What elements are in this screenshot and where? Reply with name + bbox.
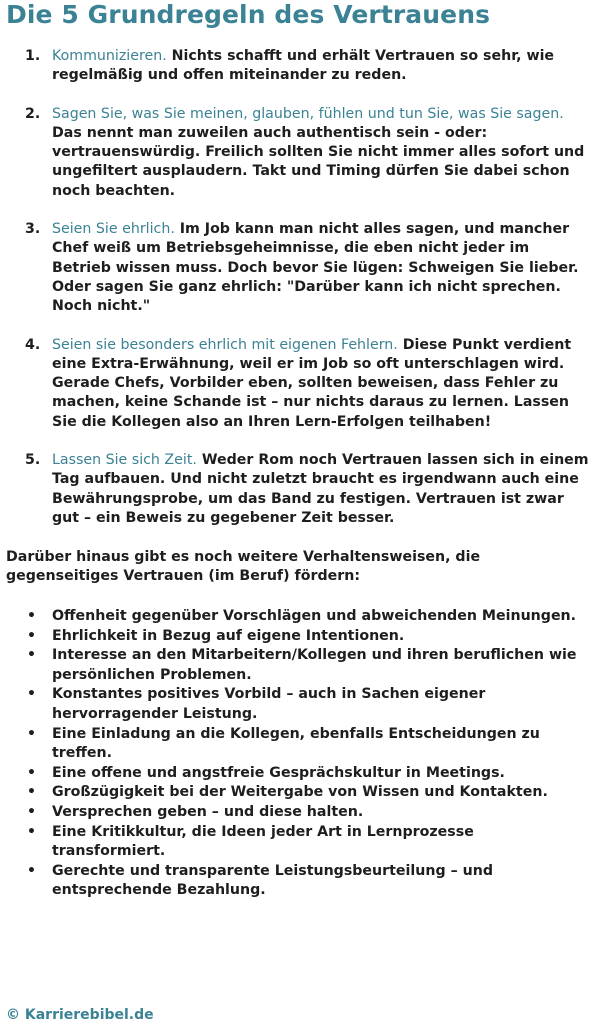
rule-item bbox=[0, 47, 607, 86]
list-item bbox=[0, 783, 607, 803]
rules-list bbox=[0, 47, 607, 547]
bullet-icon: • bbox=[27, 862, 36, 879]
bullet-icon: • bbox=[27, 647, 36, 664]
rule-number: 3. bbox=[25, 221, 41, 238]
list-item-text: Gerechte und transparente Leistungsbeurteilung – und entsprechende Bezahlung. bbox=[52, 862, 493, 899]
bullet-icon: • bbox=[27, 627, 36, 644]
rule-text: Das nennt man zuweilen auch authentisch sein - oder: vertrauenswürdig. Freilich sollten Sie nicht immer alles sofort und ungefiltert ausplaudern. Takt und Timing dürfen Sie dabei schon noch beachten. bbox=[52, 124, 585, 199]
list-item bbox=[0, 607, 607, 627]
list-item-text: Konstantes positives Vorbild – auch in Sachen eigener hervorragender Leistung. bbox=[52, 686, 486, 722]
list-item-text: Eine offene und angstfreie Gesprächskultur in Meetings. bbox=[52, 764, 505, 781]
bullet-icon: • bbox=[27, 803, 36, 820]
list-item bbox=[0, 685, 607, 724]
rule-item bbox=[0, 451, 607, 528]
rule-text: Weder Rom noch Vertrauen lassen sich in einem Tag aufbauen. Und nicht zuletzt braucht es irgendwann auch eine Bewährungsprobe, um das Band zu festigen. Vertrauen ist zwar gut – ein Beweis zu gegebener Zeit besser. bbox=[52, 452, 589, 526]
list-item bbox=[0, 627, 607, 647]
list-item-text: Interesse an den Mitarbeitern/Kollegen und ihren beruflichen wie persönlichen Problemen. bbox=[52, 647, 577, 683]
copyright-footer: © Karrierebibel.de bbox=[6, 1007, 154, 1023]
rule-text: Nichts schafft und erhält Vertrauen so sehr, wie regelmäßig und offen miteinander zu reden. bbox=[52, 48, 555, 84]
list-item bbox=[0, 803, 607, 823]
rule-text: Diese Punkt verdient eine Extra-Erwähnung, weil er im Job so oft unterschlagen wird. Gerade Chefs, Vorbilder eben, sollten beweisen, dass Fehler zu machen, keine Schande ist – nur nichts daraus zu lernen. Lassen Sie die Kollegen also an Ihren Lern-Erfolgen teilhaben! bbox=[52, 336, 572, 430]
list-item-text: Großzügigkeit bei der Weitergabe von Wissen und Kontakten. bbox=[52, 784, 548, 801]
page-title: Die 5 Grundregeln des Vertrauens bbox=[6, 0, 491, 29]
list-item-text: Eine Kritikkultur, die Ideen jeder Art in Lernprozesse transformiert. bbox=[52, 823, 474, 860]
list-item bbox=[0, 862, 607, 901]
rule-number: 2. bbox=[25, 105, 41, 122]
list-item-text: Eine Einladung an die Kollegen, ebenfalls Entscheidungen zu treffen. bbox=[52, 725, 540, 762]
rule-heading: Seien sie besonders ehrlich mit eigenen Fehlern. bbox=[52, 336, 398, 353]
rule-number: 4. bbox=[25, 336, 41, 353]
list-item bbox=[0, 823, 607, 862]
rule-heading: Kommunizieren. bbox=[52, 48, 167, 64]
list-item-text: Offenheit gegenüber Vorschlägen und abweichenden Meinungen. bbox=[52, 608, 577, 624]
rule-number: 1. bbox=[25, 48, 41, 64]
rule-item bbox=[0, 105, 607, 201]
rule-text: Im Job kann man nicht alles sagen, und mancher Chef weiß um Betriebsgeheimnisse, die eben nicht jeder im Betrieb wissen muss. Doch bevor Sie lügen: Schweigen Sie lieber. Oder sagen Sie ganz ehrlich: "Darüber kann ich nicht sprechen. Noch nicht." bbox=[52, 221, 579, 315]
rule-heading: Lassen Sie sich Zeit. bbox=[52, 452, 197, 469]
list-item bbox=[0, 646, 607, 685]
bullet-icon: • bbox=[27, 725, 36, 742]
list-item-text: Ehrlichkeit in Bezug auf eigene Intentionen. bbox=[52, 627, 405, 644]
intro-paragraph: Darüber hinaus gibt es noch weitere Verhaltensweisen, die gegenseitiges Vertrauen (im Beruf) fördern: bbox=[6, 549, 481, 585]
bullet-icon: • bbox=[27, 784, 36, 801]
rule-heading: Sagen Sie, was Sie meinen, glauben, fühlen und tun Sie, was Sie sagen. bbox=[52, 105, 564, 122]
bullet-icon: • bbox=[27, 823, 36, 840]
bullet-icon: • bbox=[27, 686, 36, 703]
bullet-icon: • bbox=[27, 764, 36, 781]
rule-number: 5. bbox=[25, 452, 41, 469]
rule-item bbox=[0, 336, 607, 432]
rule-item bbox=[0, 220, 607, 316]
behavior-list bbox=[0, 607, 607, 901]
bullet-icon: • bbox=[27, 608, 36, 624]
rule-heading: Seien Sie ehrlich. bbox=[52, 221, 175, 238]
list-item bbox=[0, 725, 607, 764]
list-item bbox=[0, 764, 607, 784]
list-item-text: Versprechen geben – und diese halten. bbox=[52, 803, 364, 820]
